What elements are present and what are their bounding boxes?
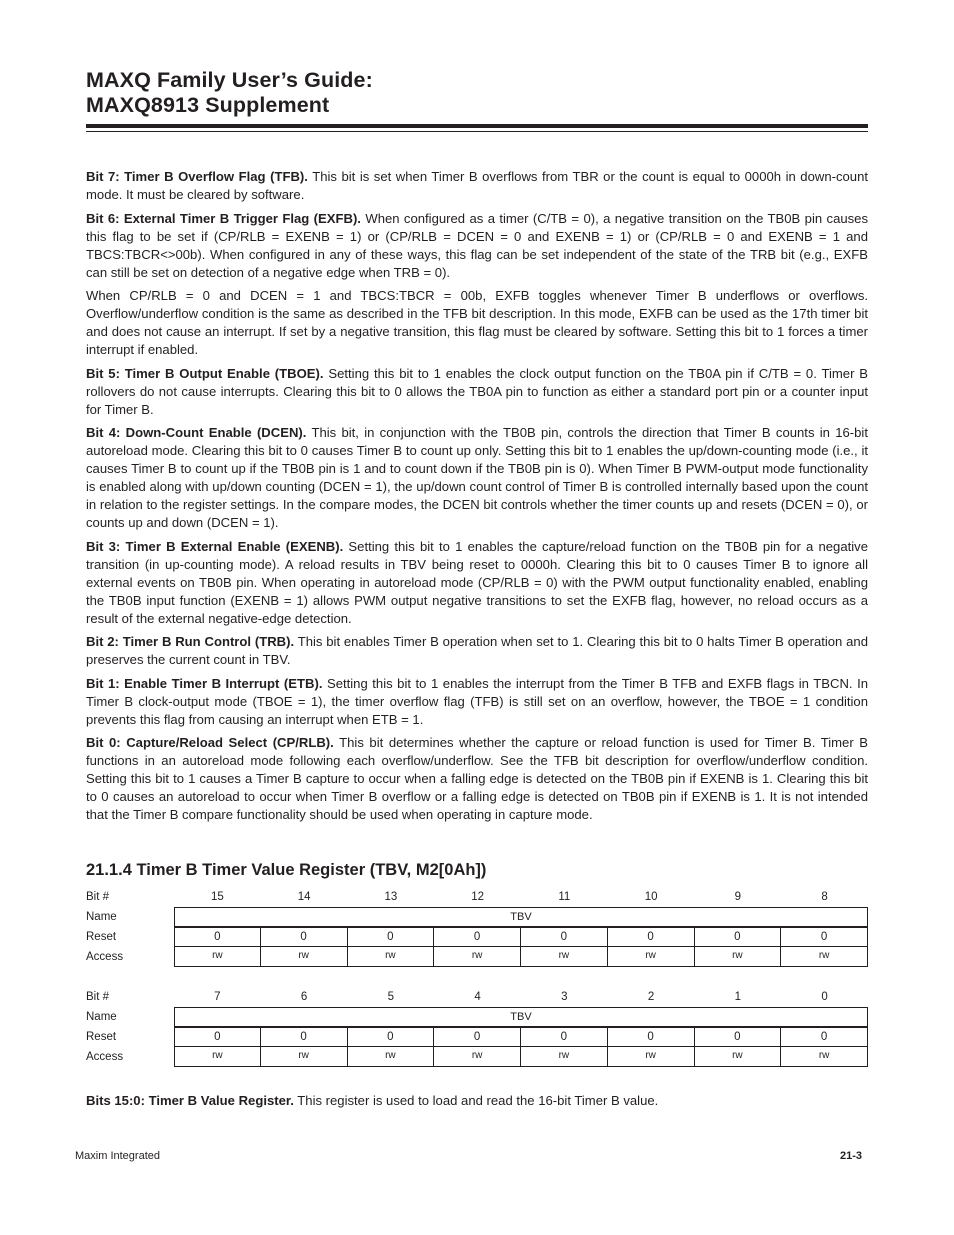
paragraph <box>86 365 868 419</box>
paragraph-text: This bit enables Timer B operation when set to 1. Clearing this bit to 0 halts Timer B operation and preserves the current count in TBV. <box>86 634 868 667</box>
bits-description <box>86 1093 658 1108</box>
paragraph-bold: Bit 4: Down-Count Enable (DCEN). <box>86 425 307 440</box>
reset-cell: 0 <box>434 927 521 947</box>
bit-number: 4 <box>474 991 481 1003</box>
paragraph <box>86 424 868 532</box>
paragraph-text: This bit is set when Timer B overflows from TBR or the count is equal to 0000h in down-count mode. It must be cleared by software. <box>86 169 868 202</box>
section-heading: 21.1.4 Timer B Timer Value Register (TBV, M2[0Ah]) <box>86 861 487 879</box>
row-label-access: Access <box>86 1051 124 1063</box>
reset-cell: 0 <box>174 927 261 947</box>
header-rule-thin <box>86 131 868 132</box>
paragraph-text: Setting this bit to 1 enables the interrupt from the Timer B TFB and EXFB flags in TBCN. In Timer B clock-output mode (TBOE = 1), the timer overflow flag (TFB) is still set on an overflow, however, the TBOE = 1 condition prevents this flag from causing an interrupt when ETB = 1. <box>86 675 868 727</box>
row-label-reset: Reset <box>86 931 117 943</box>
access-cell: rw <box>695 947 782 967</box>
access-cell: rw <box>608 947 695 967</box>
reset-cell: 0 <box>348 927 435 947</box>
reset-row <box>174 1027 868 1047</box>
bit-number: 12 <box>471 891 485 903</box>
bit-number: 6 <box>300 991 308 1003</box>
title-line-1: MAXQ Family User’s Guide: <box>86 68 373 92</box>
bit-number: 11 <box>558 891 571 903</box>
access-cell: rw <box>261 947 348 967</box>
access-cell: rw <box>521 947 608 967</box>
reset-cell: 0 <box>434 1027 521 1047</box>
bit-number: 8 <box>821 891 828 903</box>
footer-page-number: 21-3 <box>840 1150 863 1162</box>
paragraph-text: Setting this bit to 1 enables the capture/reload function on the TB0B pin for a negative transition (in up-counting mode). A reload results in TBV being reset to 0000h. Clearing this bit to 0 causes Timer B to ignore all external events on TB0B pin. When operating in autoreload mode (CP/RLB = 0) with the PWM output functionality enabled, enabling the TB0B input function (EXENB = 1) allows PWM output negative transitions to set the EXFB flag, however, no reload occurs as a result of the external negative-edge detection. <box>86 538 868 626</box>
body-text <box>86 168 868 830</box>
paragraph-bold: Bit 5: Timer B Output Enable (TBOE). <box>86 365 324 381</box>
access-cell: rw <box>174 1047 261 1067</box>
register-name: TBV <box>174 1007 868 1027</box>
reset-cell: 0 <box>781 1027 868 1047</box>
page-title <box>86 68 373 118</box>
access-cell: rw <box>781 1047 868 1067</box>
bit-number: 5 <box>387 991 395 1003</box>
paragraph-bold: Bit 1: Enable Timer B Interrupt (ETB). <box>86 675 323 691</box>
paragraph <box>86 734 868 824</box>
reset-cell: 0 <box>174 1027 261 1047</box>
row-label-name: Name <box>86 911 117 923</box>
access-cell: rw <box>174 947 261 967</box>
bit-number: 1 <box>734 991 742 1003</box>
reset-cell: 0 <box>261 1027 348 1047</box>
access-cell: rw <box>781 947 868 967</box>
bit-number: 0 <box>821 991 828 1003</box>
reset-cell: 0 <box>521 1027 608 1047</box>
title-line-2: MAXQ8913 Supplement <box>86 93 330 117</box>
bit-number: 3 <box>561 991 568 1003</box>
access-cell: rw <box>521 1047 608 1067</box>
reset-cell: 0 <box>521 927 608 947</box>
access-row <box>174 1047 868 1067</box>
access-cell: rw <box>608 1047 695 1067</box>
access-cell: rw <box>261 1047 348 1067</box>
register-table-high <box>86 887 868 969</box>
access-row <box>174 947 868 967</box>
row-label-access: Access <box>86 951 124 963</box>
access-cell: rw <box>348 1047 435 1067</box>
bits-description-text: This register is used to load and read the 16-bit Timer B value. <box>293 1093 659 1108</box>
register-table-low <box>86 987 868 1069</box>
reset-row <box>174 927 868 947</box>
bit-number: 7 <box>214 991 221 1003</box>
paragraph-bold: Bit 6: External Timer B Trigger Flag (EXFB). <box>86 210 361 226</box>
paragraph-text: Setting this bit to 1 enables the clock output function on the TB0A pin if C/TB = 0. Timer B rollovers do not cause interrupts. Clearing this bit to 0 allows the TB0A pin to function as either a standard port pin or a counter input for Timer B. <box>86 365 868 417</box>
reset-cell: 0 <box>348 1027 435 1047</box>
register-name: TBV <box>174 907 868 927</box>
paragraph-text: When configured as a timer (C/TB = 0), a negative transition on the TB0B pin causes this flag to be set if (CP/RLB = EXENB = 1) or (CP/RLB = DCEN = 0 and EXENB = 1) or (CP/RLB = 0 and EXENB = 1 and TBCS:TBCR<>00b). When configured in any of these ways, this flag can be set independent of the state of the TRB bit (e.g., EXFB can still be set on detection of a negative edge when TRB = 0). <box>86 210 869 280</box>
paragraph-bold: Bit 2: Timer B Run Control (TRB). <box>86 634 295 649</box>
reset-cell: 0 <box>781 927 868 947</box>
paragraph <box>86 538 868 628</box>
bit-number: 14 <box>297 891 311 903</box>
paragraph-bold: Bit 0: Capture/Reload Select (CP/RLB). <box>86 735 334 750</box>
row-label-reset: Reset <box>86 1031 117 1043</box>
row-label-bit: Bit # <box>86 891 110 903</box>
paragraph <box>86 168 868 204</box>
row-label-name: Name <box>86 1011 117 1023</box>
paragraph-bold: Bit 3: Timer B External Enable (EXENB). <box>86 538 344 554</box>
reset-cell: 0 <box>608 927 695 947</box>
footer-company: Maxim Integrated <box>75 1150 160 1162</box>
access-cell: rw <box>348 947 435 967</box>
access-cell: rw <box>434 947 521 967</box>
row-label-bit: Bit # <box>86 991 110 1003</box>
reset-cell: 0 <box>695 1027 782 1047</box>
bits-description-bold: Bits 15:0: Timer B Value Register. <box>86 1093 294 1108</box>
access-cell: rw <box>434 1047 521 1067</box>
paragraph-text: This bit, in conjunction with the TB0B pin, controls the direction that Timer B counts in 16-bit autoreload mode. Clearing this bit to 0 causes Timer B to count up only. Setting this bit to 1 enables the up/down-counting mode (i.e., it causes Timer B to count up if the TB0B pin is 1 and to count down if the TB0B pin is 0). When Timer B PWM-output mode functionality is enabled along with up/down counting (DCEN = 1), the up/down count control of Timer B is controlled internally based upon the count in relation to the register settings. In the compare modes, the DCEN bit controls whether the timer counts up and resets (DCEN = 0), or counts up and down (DCEN = 1). <box>86 425 868 530</box>
header-rule-thick <box>86 124 868 128</box>
bit-number: 9 <box>734 891 742 903</box>
bit-number: 10 <box>644 891 658 903</box>
reset-cell: 0 <box>261 927 348 947</box>
reset-cell: 0 <box>695 927 782 947</box>
paragraph-bold: Bit 7: Timer B Overflow Flag (TFB). <box>86 169 308 184</box>
bit-number: 2 <box>647 991 655 1003</box>
bit-number: 13 <box>384 891 398 903</box>
reset-cell: 0 <box>608 1027 695 1047</box>
paragraph <box>86 287 868 359</box>
paragraph <box>86 675 868 729</box>
paragraph <box>86 210 868 282</box>
access-cell: rw <box>695 1047 782 1067</box>
paragraph-text: This bit determines whether the capture or reload function is used for Timer B. Timer B functions in an autoreload mode following each overflow/underflow. See the TFB bit description for overflow/underflow condition. Setting this bit to 1 causes a Timer B capture to occur when a falling edge is detected on the TB0B pin if EXENB is 1. Clearing this bit to 0 causes an autoreload to occur when Timer B overflow or a falling edge is detected on TB0B pin if EXENB is 1. It is not intended that the Timer B compare functionality should be used when operating in capture mode. <box>86 735 868 822</box>
paragraph-text: When CP/RLB = 0 and DCEN = 1 and TBCS:TBCR = 00b, EXFB toggles whenever Timer B underflows or overflows. Overflow/underflow condition is the same as described in the TFB bit description. In this mode, EXFB can be used as the 17th timer bit and does not cause an interrupt. If set by a negative transition, this flag must be cleared by software. Setting this bit to 1 forces a timer interrupt if enabled. <box>86 288 868 357</box>
paragraph <box>86 633 868 669</box>
bit-number: 15 <box>210 891 224 903</box>
